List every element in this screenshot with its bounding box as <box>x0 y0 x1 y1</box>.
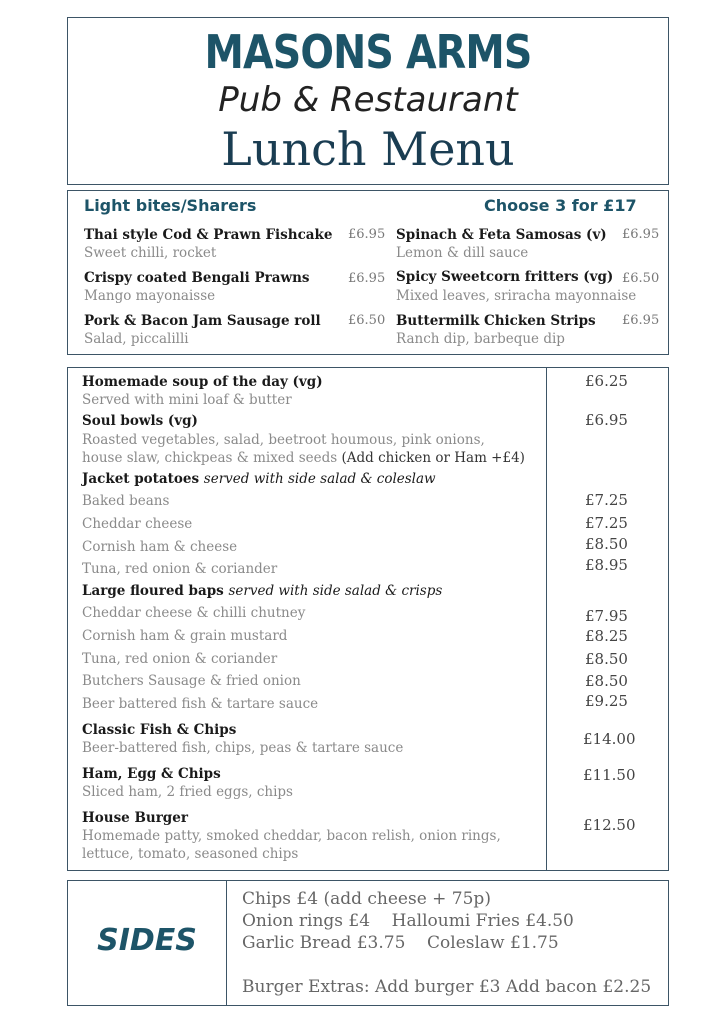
price-column-divider <box>546 368 547 870</box>
jacket-heading <box>82 470 436 488</box>
item-desc: Salad, piccalilli <box>84 331 189 347</box>
light-bites-heading: Light bites/Sharers <box>84 196 257 215</box>
item-price: £6.95 <box>622 227 660 242</box>
bap-price: £8.50 <box>585 650 628 668</box>
pub-name: MASONS ARMS <box>204 25 532 79</box>
jacket-item: Tuna, red onion & coriander <box>82 561 278 577</box>
bap-item: Beer battered fish & tartare sauce <box>82 696 319 712</box>
item-desc: Mixed leaves, sriracha mayonnaise <box>396 288 637 304</box>
burger-name: House Burger <box>82 810 188 826</box>
item-price: £6.50 <box>348 313 386 328</box>
soul-desc-2-row <box>82 449 525 467</box>
baps-note: served with side salad & crisps <box>228 583 443 599</box>
baps-name: Large floured baps <box>82 583 224 599</box>
jacket-name: Jacket potatoes <box>82 471 200 487</box>
item-price: £6.95 <box>622 313 660 328</box>
soup-name: Homemade soup of the day (vg) <box>82 374 323 390</box>
sides-line: Onion rings £4 Halloumi Fries £4.50 <box>242 911 574 931</box>
bap-item: Cornish ham & grain mustard <box>82 628 288 644</box>
item-name: Buttermilk Chicken Strips <box>396 313 596 329</box>
jacket-item: Cornish ham & cheese <box>82 539 238 555</box>
sides-heading: SIDES <box>97 923 197 958</box>
soul-name: Soul bowls (vg) <box>82 413 198 429</box>
jacket-price: £7.25 <box>585 514 628 532</box>
soul-price: £6.95 <box>585 411 628 429</box>
jacket-price: £7.25 <box>585 491 628 509</box>
item-name: Thai style Cod & Prawn Fishcake <box>84 227 333 243</box>
burger-desc-2: lettuce, tomato, seasoned chips <box>82 846 299 862</box>
bap-price: £9.25 <box>585 692 628 710</box>
item-price: £6.50 <box>622 271 660 286</box>
bap-price: £7.95 <box>585 607 628 625</box>
item-name: Spinach & Feta Samosas (v) <box>396 227 607 243</box>
soup-price: £6.25 <box>585 372 628 390</box>
item-name: Spicy Sweetcorn fritters (vg) <box>396 269 614 285</box>
item-desc: Lemon & dill sauce <box>396 245 529 261</box>
item-desc: Ranch dip, barbeque dip <box>396 331 565 347</box>
item-name: Crispy coated Bengali Prawns <box>84 270 310 286</box>
burger-price: £12.50 <box>583 816 636 834</box>
ham-egg-price: £11.50 <box>583 766 636 784</box>
bap-price: £8.50 <box>585 672 628 690</box>
soul-desc-1: Roasted vegetables, salad, beetroot houmous, pink onions, <box>82 432 485 448</box>
item-name: Pork & Bacon Jam Sausage roll <box>84 313 321 329</box>
fish-price: £14.00 <box>583 730 636 748</box>
bap-item: Butchers Sausage & fried onion <box>82 673 301 689</box>
jacket-note: served with side salad & coleslaw <box>203 471 436 487</box>
jacket-item: Cheddar cheese <box>82 516 193 532</box>
bap-item: Cheddar cheese & chilli chutney <box>82 605 306 621</box>
baps-heading <box>82 582 442 600</box>
jacket-item: Baked beans <box>82 493 170 509</box>
item-price: £6.95 <box>348 227 386 242</box>
light-bites-offer: Choose 3 for £17 <box>484 196 637 215</box>
soul-extra: (Add chicken or Ham +£4) <box>341 450 525 466</box>
sides-divider <box>226 881 227 1005</box>
item-price: £6.95 <box>348 271 386 286</box>
sides-line: Garlic Bread £3.75 Coleslaw £1.75 <box>242 933 559 953</box>
burger-desc-1: Homemade patty, smoked cheddar, bacon relish, onion rings, <box>82 828 501 844</box>
ham-egg-name: Ham, Egg & Chips <box>82 766 221 782</box>
jacket-price: £8.50 <box>585 535 628 553</box>
jacket-price: £8.95 <box>585 556 628 574</box>
sides-line: Burger Extras: Add burger £3 Add bacon £2.25 <box>242 977 652 997</box>
pub-subtitle: Pub & Restaurant <box>218 80 518 120</box>
sides-line: Chips £4 (add cheese + 75p) <box>242 889 491 909</box>
ham-egg-desc: Sliced ham, 2 fried eggs, chips <box>82 784 293 800</box>
fish-desc: Beer-battered fish, chips, peas & tartare sauce <box>82 740 404 756</box>
light-bites-box <box>67 190 669 355</box>
menu-title: Lunch Menu <box>221 122 515 176</box>
item-desc: Mango mayonaisse <box>84 288 216 304</box>
sides-box <box>67 880 669 1006</box>
header-box <box>67 17 669 185</box>
item-desc: Sweet chilli, rocket <box>84 245 217 261</box>
bap-item: Tuna, red onion & coriander <box>82 651 278 667</box>
bap-price: £8.25 <box>585 627 628 645</box>
soul-desc-2: house slaw, chickpeas & mixed seeds <box>82 450 338 466</box>
fish-name: Classic Fish & Chips <box>82 722 237 738</box>
soup-desc: Served with mini loaf & butter <box>82 392 292 408</box>
